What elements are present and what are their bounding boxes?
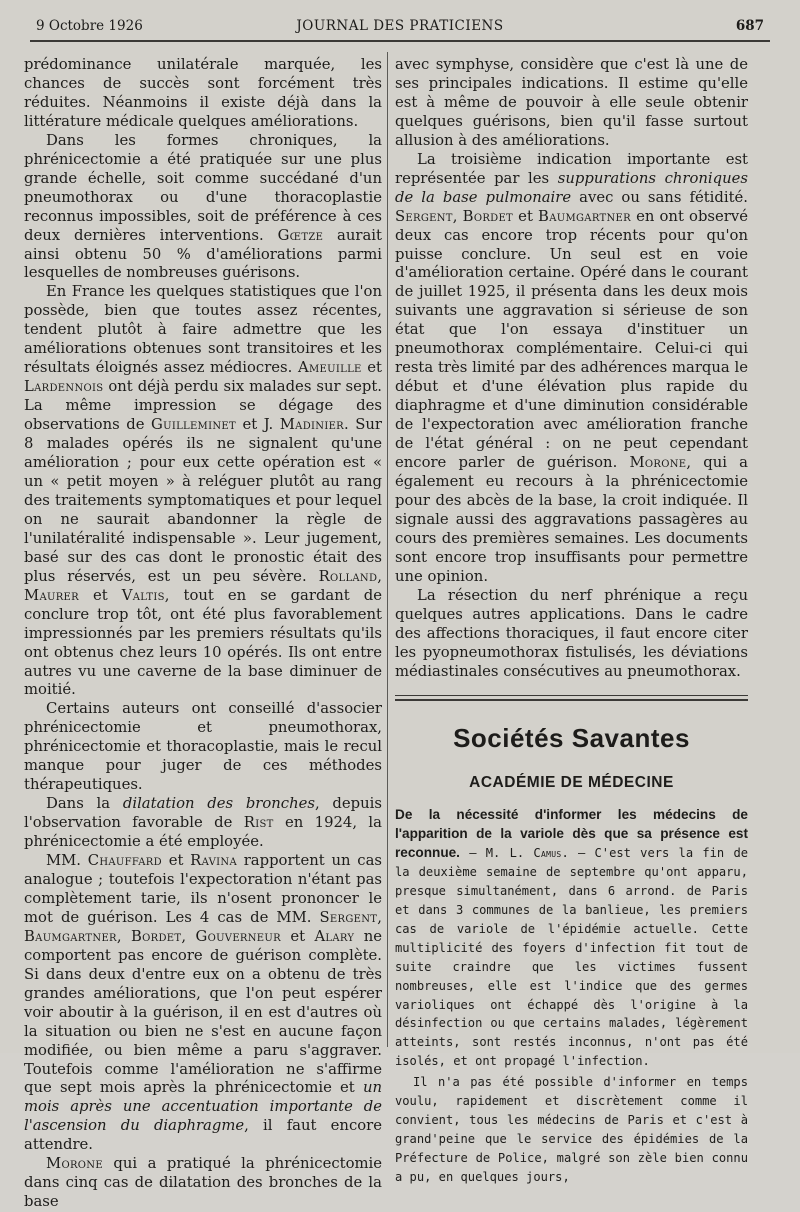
author-name: Bordet (462, 207, 514, 225)
text-run: et (361, 359, 382, 377)
text-run: MM. (46, 852, 88, 870)
text-run: en ont observé deux cas encore trop récents pour qu'on puisse conclure. Un seul est en voie d'amélioration certaine. Opéré dans le courant de juillet 1925, il présenta dans les deux mois suivants une aggravation si sérieuse de son état que l'on essaya d'instituer un pneumothorax complémentaire. Celui-ci qui resta très limité par des adhérences marqua le début et d'une élévation plus rapide du diaphragme et d'une diminution considérable de l'expectoration avec amélioration franche de l'état général : on ne peut cependant encore parler de guérison. (395, 207, 748, 472)
text-run: rapportent un cas analogue ; toutefois l'expectoration n'étant pas complètement tarie, ils n'osent prononcer le mot de guérison. Les 4 cas de MM. (24, 852, 382, 926)
author-name: Gouverneur (195, 927, 281, 945)
author-name: Morone (629, 454, 687, 472)
author-name: Lardennois (24, 378, 104, 396)
news-item (395, 806, 748, 1071)
journal-title: JOURNAL DES PRATICIENS (296, 18, 504, 34)
text-run: , (452, 207, 463, 225)
section-title: Sociétés Savantes (453, 723, 690, 754)
author-name: Camus (533, 846, 562, 861)
running-header (30, 18, 770, 40)
column-divider (387, 52, 388, 1047)
text-run: aurait ainsi obtenu 50 % d'améliorations parmi lesquelles de nombreuses guérisons. (24, 226, 382, 282)
paragraph (24, 852, 382, 1155)
page-number: 687 (735, 18, 764, 34)
author-name: Madinier (279, 416, 345, 434)
paragraph: Certains auteurs ont conseillé d'associer phrénicectomie et pneumothorax, phrénicectomie et thoracoplastie, mais le recul manque pour juger de ces méthodes thérapeutiques. (24, 700, 382, 794)
author-name: Sergent (319, 908, 378, 926)
header-rule (30, 40, 770, 42)
thick-rule (395, 699, 748, 701)
text-run: Dans les formes chroniques, la phrénicectomie a été pratiquée sur une plus grande échelle, soit comme succédané d'un pneumothorax ou d'une thoracoplastie reconnus impossibles, soit de préférence à ces deux dernières interventions. (24, 131, 382, 244)
right-column (395, 56, 748, 1187)
text-run: , (377, 567, 382, 585)
author-name: Baumgartner (24, 927, 117, 945)
paragraph: avec symphyse, considère que c'est là une de ses principales indications. Il estime qu'elle est à même de pouvoir à elle seule obtenir quelques guérisons, bien qu'il fasse surtout allusion à des améliorations. (395, 56, 748, 149)
text-run: , (377, 908, 382, 926)
paragraph (24, 283, 382, 700)
text-run: Dans la (46, 795, 123, 813)
author-name: Chauffard (87, 852, 162, 870)
author-name: Sergent (395, 207, 453, 225)
paragraph (24, 795, 382, 852)
author-name: Maurer (24, 586, 79, 604)
text-run: La troisième indication importante est représentée par les (395, 150, 748, 187)
author-name: Gœtze (277, 226, 324, 244)
left-column (24, 56, 382, 1212)
paragraph (24, 1155, 382, 1212)
paragraph (395, 151, 748, 587)
text-run: , (116, 927, 131, 945)
italic-term: suppurations chroniques de la base pulmonaire (395, 169, 748, 206)
paragraph: prédominance unilatérale marquée, les chances de succès sont forcément très réduites. Néanmoins il existe déjà dans la littérature médicale quelques améliorations. (24, 56, 382, 130)
author-name: Valtis (121, 586, 165, 604)
author-name: Ravina (190, 852, 237, 870)
subsection-title: ACADÉMIE DE MÉDECINE (469, 774, 674, 792)
text-run: ne comportent pas encore de guérison complète. Si dans deux d'entre eux on a obtenu de très grandes améliorations, que l'on peut espérer voir aboutir à la guérison, il en est d'autres où la situation ou bien ne s'est en aucune façon modifiée, ou bien même a paru s'aggraver. Toutefois comme l'amélioration ne s'affirme que sept mois après la phrénicectomie et (24, 927, 382, 1097)
text-run: et (280, 927, 315, 945)
author-name: Baumgartner (538, 207, 631, 225)
author-name: Bordet (130, 927, 182, 945)
italic-term: un mois après une accentuation importante de l'ascension du diaphragme (24, 1079, 382, 1135)
news-headline: De la nécessité d'informer les médecins de l'apparition de la variole dès que sa présence est reconnue. (395, 807, 748, 861)
text-run: et (513, 207, 539, 225)
text-run: qui a pratiqué la phrénicectomie dans cinq cas de dilatation des bronches de la base (24, 1155, 382, 1211)
text-run: , (181, 927, 196, 945)
author-name: Morone (46, 1155, 103, 1173)
text-run: En France les quelques statistiques que l'on possède, bien que toutes assez récentes, tendent plutôt à faire admettre que les améliorations obtenues sont transitoires et les résultats éloignés assez médiocres. (24, 283, 382, 377)
author-name: Rist (243, 814, 274, 832)
paragraph (24, 132, 382, 284)
text-run: ont déjà perdu six malades sur sept. La même impression se dégage des observations de (24, 378, 382, 434)
author-name: Ameuille (298, 359, 362, 377)
section-separator (395, 695, 748, 705)
paragraph: La résection du nerf phrénique a reçu quelques autres applications. Dans le cadre des affections thoraciques, il faut encore citer les pyopneumothorax fistulisés, les déviations médiastinales consécutives au pneumothorax. (395, 586, 748, 680)
text-run: avec ou sans fétidité. (571, 188, 748, 206)
italic-term: dilatation des bronches (122, 795, 315, 813)
author-name: Alary (314, 927, 355, 945)
author-name: Guilleminet (150, 416, 236, 434)
text-run: , qui a également eu recours à la phrénicectomie pour des abcès de la base, la croit indiquée. Il signale aussi des aggravations passagères au cours des premières semaines. Les documents sont encore trop insuffisants pour permettre une opinion. (395, 454, 748, 585)
issue-date: 9 Octobre 1926 (36, 18, 143, 34)
text-run: en 1924, la phrénicectomie a été employée. (24, 814, 382, 851)
text-run: , il faut encore attendre. (24, 1117, 382, 1154)
news-paragraph: Il n'a pas été possible d'informer en temps voulu, rapidement et discrètement comme il convient, tous les médecins de Paris et c'est à grand'peine que le service des épidémies de la Préfecture de Police, malgré son zèle bien connu a pu, en quelques jours, (395, 1075, 748, 1184)
text-run: , tout en se gardant de conclure trop tôt, ont été plus favorablement impressionnés par les premiers résultats qu'ils ont obtenus chez leurs 10 opérés. Ils ont entre autres vu une caverne de la base diminuer de moitié. (24, 586, 382, 699)
text-run: , depuis l'observation favorable de (24, 795, 382, 832)
author-name: Rolland (318, 567, 378, 585)
text-run: et J. (235, 416, 280, 434)
text-run: . Sur 8 malades opérés ils ne signalent qu'une amélioration ; pour eux cette opération est « un « petit moyen » à reléguer plutôt au rang des traitements symptomatiques et pour lequel on ne saurait abandonner la règle de l'unilatéralité indispensable ». Leur jugement, basé sur des cas dont le pronostic était des plus réservés, est un peu sévère. (24, 416, 382, 585)
text-run: . — C'est vers la fin de la deuxième semaine de septembre qu'ont apparu, presque simultanément, dans 6 arrond. de Paris et dans 3 communes de la banlieue, les premiers cas de variole de l'épidémie actuelle. Cette multiplicité des foyers d'infection fit tout de suite craindre que les victimes fussent nombreuses, elle est l'indice que des germes varioliques ont échappé dès l'origine à la désinfection ou que certains malades, légèrement atteints, sont restés inconnus, n'ont pas été isolés, et ont propagé l'infection. (395, 846, 749, 1069)
thin-rule (395, 695, 748, 696)
text-run: et (161, 852, 191, 870)
text-run: et (78, 586, 122, 604)
text-run: — M. L. (459, 846, 534, 861)
